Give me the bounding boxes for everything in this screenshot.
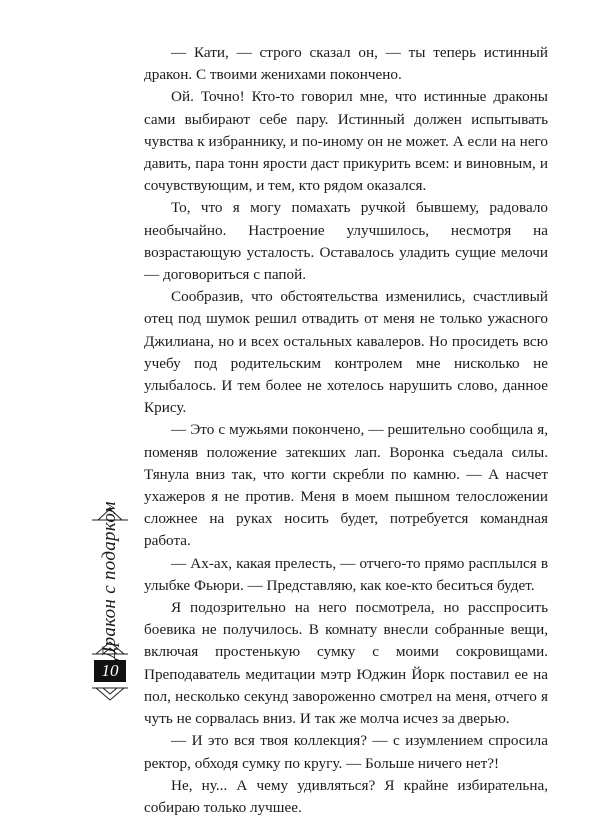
paragraph: — И это вся твоя коллекция? — с изумлением спросила ректор, обходя сумку по кругу. — Больше ничего нет?! xyxy=(144,732,548,772)
paragraph: — Ах-ах, какая прелесть, — отчего-то прямо расплылся в улыбке Фьюри. — Представляю, как кое-кто беситься будет. xyxy=(144,554,548,594)
running-title-text: Дракон с подарком xyxy=(99,501,120,659)
running-title xyxy=(90,501,130,659)
page-body xyxy=(144,42,548,819)
paragraph: — Кати, — строго сказал он, — ты теперь истинный дракон. С твоими женихами покончено. xyxy=(144,44,548,84)
paragraph: Ой. Точно! Кто-то говорил мне, что истинные драконы сами выбирают себе пару. Истинный должен испытывать чувства к избраннику, и по-иному он не может. А если на него давить, пара тонн ярости даст прикурить всем: и виновным, и сочувствующим, и тем, кто рядом оказался. xyxy=(144,88,548,195)
paragraph: Я подозрительно на него посмотрела, но расспросить боевика не получилось. В комнату внесли собранные вещи, включая простенькую сумку с моими сокровищами. Преподаватель медитации мэтр Юджин Йорк поставил ее на пол, несколько секунд завороженно смотрел на меня, отчего я чуть не сорвалась вниз. И так же молча исчез за дверью. xyxy=(144,599,548,728)
page-number: 10 xyxy=(94,660,126,682)
ornament-bottom-icon xyxy=(92,686,128,702)
paragraph: То, что я могу помахать ручкой бывшему, радовало необычайно. Настроение улучшилось, несмотря на возрастающую усталость. Оставалось уладить сущие мелочи — договориться с папой. xyxy=(144,199,548,284)
ornament-middle-icon xyxy=(92,640,128,656)
paragraph: Не, ну... А чему удивляться? Я крайне избирательна, собираю только лучшее. xyxy=(144,776,548,816)
paragraph: — Это с мужьями покончено, — решительно сообщила я, поменяв положение затекших лап. Воронка съедала силы. Тянула вниз так, что когти скребли по камню. — А насчет ухажеров я не против. Меня в моем пышном телосложении сложнее на руках носить будет, потребуется командная работа. xyxy=(144,421,548,550)
paragraph: Сообразив, что обстоятельства изменились, счастливый отец под шумок решил отвадить от меня не только ужасного Джилиана, но и всех остальных кавалеров. Но просидеть всю учебу под родительским контролем мне нисколько не улыбалось. И тем более не хотелось нарушить слово, данное Крису. xyxy=(144,288,548,417)
